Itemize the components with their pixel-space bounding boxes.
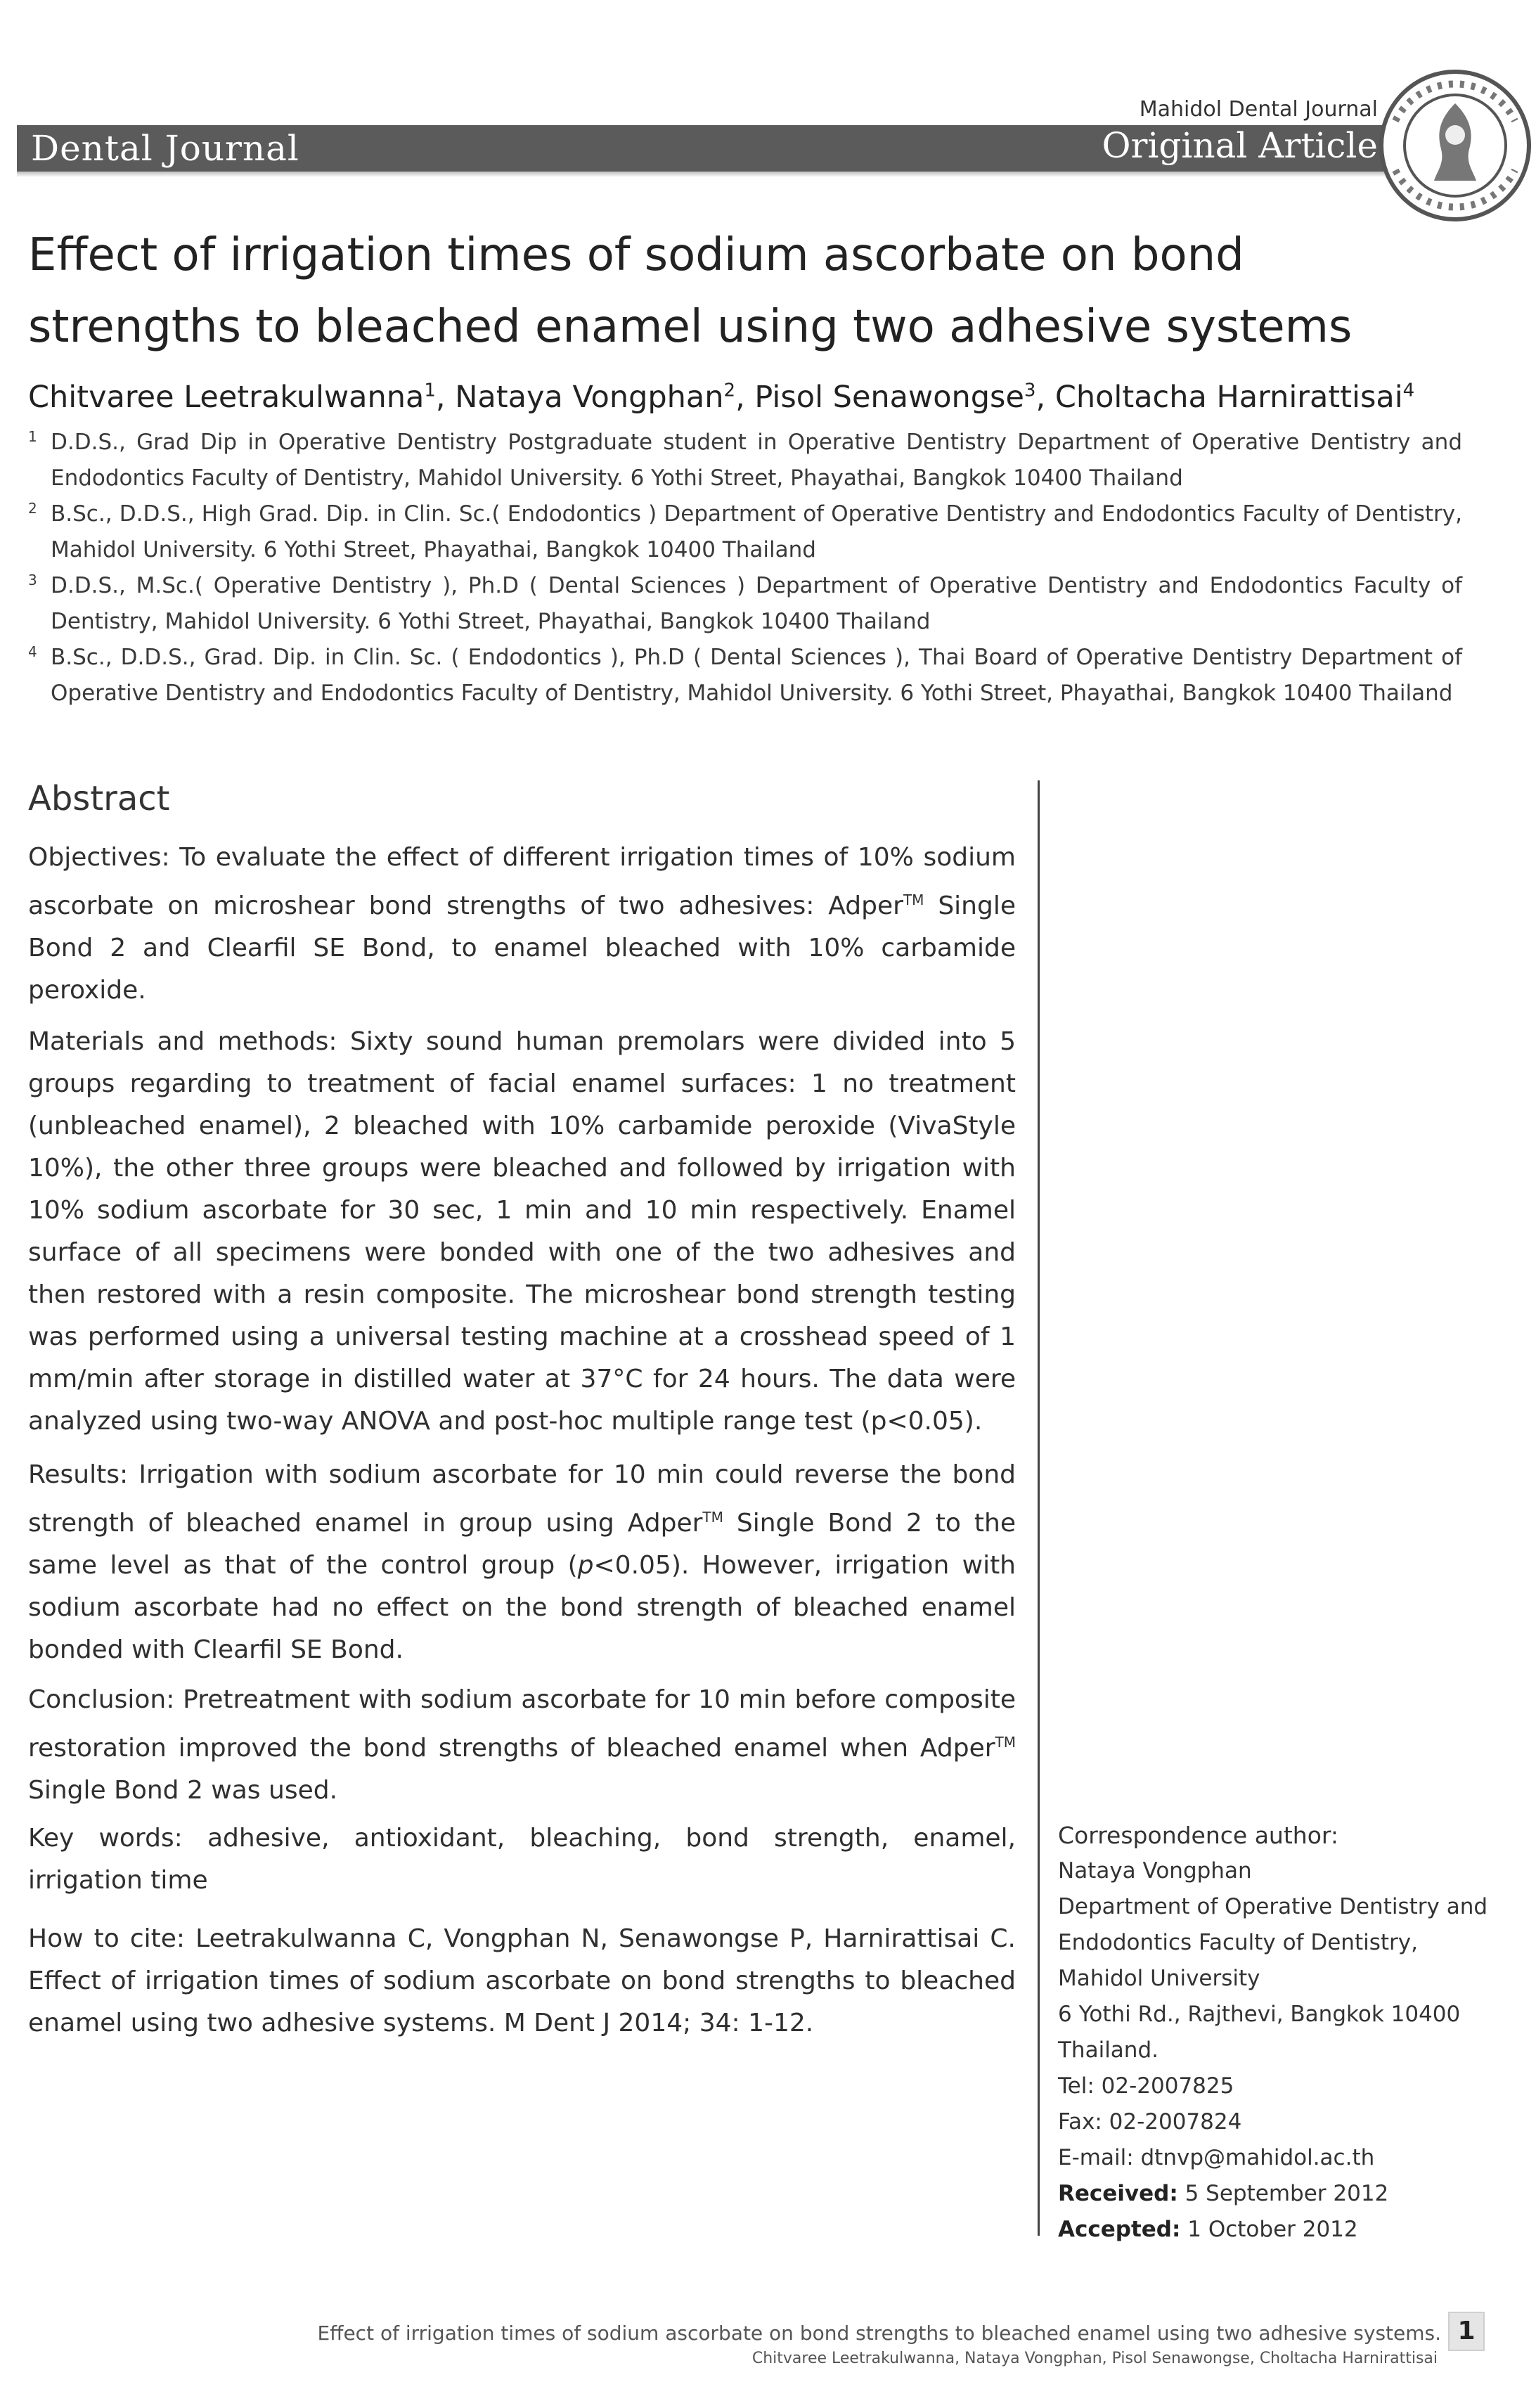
affiliation-text: B.Sc., D.D.S., High Grad. Dip. in Clin. Sc.( Endodontics ) Department of Operative Dentistry and Endodontics Faculty of Dentistry, Mahidol University. 6 Yothi Street, Phayathai, Bangkok 10400 Thailand bbox=[51, 501, 1462, 562]
page-number: 1 bbox=[1448, 2312, 1485, 2351]
author-separator: , bbox=[435, 380, 456, 415]
how-to-cite: How to cite: Leetrakulwanna C, Vongphan N, Senawongse P, Harnirattisai C. Effect of irrigation times of sodium ascorbate on bond strengths to bleached enamel using two adhesive systems. M Dent J 2014; 34: 1-12. bbox=[28, 1924, 1016, 2037]
running-footer-title: Effect of irrigation times of sodium ascorbate on bond strengths to bleached enamel using two adhesive systems. bbox=[317, 2322, 1441, 2345]
title-line-1: Effect of irrigation times of sodium ascorbate on bond bbox=[28, 229, 1244, 281]
author-name: Chitvaree Leetrakulwanna bbox=[28, 380, 425, 415]
accepted-date bbox=[1058, 2212, 1508, 2248]
conclusion-text-cont: Single Bond 2 was used. bbox=[28, 1776, 338, 1805]
received-label: Received: bbox=[1058, 2181, 1178, 2206]
conclusion-text: Conclusion: Pretreatment with sodium ascorbate for 10 min before composite restoration improved the bond strengths of bleached enamel when Adper bbox=[28, 1685, 1016, 1763]
author-separator: , bbox=[1035, 380, 1055, 415]
author-name: Nataya Vongphan bbox=[455, 380, 724, 415]
correspondence-line: Thailand. bbox=[1058, 2037, 1159, 2063]
affiliation-text: D.D.S., Grad Dip in Operative Dentistry Postgraduate student in Operative Dentistry Department of Operative Dentistry and Endodontics Faculty of Dentistry, Mahidol University. 6 Yothi Street, Phayathai, Bangkok 10400 Thailand bbox=[51, 430, 1462, 491]
received-value: 5 September 2012 bbox=[1177, 2181, 1389, 2206]
correspondence-line: Mahidol University bbox=[1058, 1966, 1260, 1991]
abstract-objectives bbox=[28, 837, 1016, 1012]
trademark-mark: TM bbox=[995, 1734, 1016, 1751]
objectives-text: Objectives: To evaluate the effect of different irrigation times of 10% sodium ascorbate on microshear bond strengths of two adhesives: Adper bbox=[28, 843, 1016, 920]
author-affil-mark: 2 bbox=[723, 380, 736, 401]
affiliation-number: 4 bbox=[28, 643, 37, 660]
abstract-results bbox=[28, 1454, 1016, 1671]
author-affil-mark: 4 bbox=[1402, 380, 1415, 401]
author-affil-mark: 1 bbox=[424, 380, 436, 401]
accepted-value: 1 October 2012 bbox=[1180, 2217, 1358, 2242]
header-band-shadow bbox=[17, 172, 1423, 177]
correspondence-email: E-mail: dtnvp@mahidol.ac.th bbox=[1058, 2145, 1375, 2170]
p-value-symbol: p bbox=[577, 1551, 594, 1580]
results-text-cont: Single Bond 2 to the same level as that of the control group ( bbox=[28, 1509, 1017, 1580]
affiliation-number: 1 bbox=[28, 428, 37, 445]
trademark-mark: TM bbox=[903, 891, 924, 908]
running-footer-authors: Chitvaree Leetrakulwanna, Nataya Vongphan, Pisol Senawongse, Choltacha Harnirattisai bbox=[751, 2350, 1438, 2367]
results-text-end: <0.05). However, irrigation with sodium ascorbate had no effect on the bond strength of bleached enamel bonded with Clearfil SE Bond. bbox=[28, 1551, 1017, 1664]
article-title bbox=[28, 219, 1462, 363]
received-date bbox=[1058, 2176, 1508, 2212]
author-separator: , bbox=[735, 380, 755, 415]
correspondence-line: Department of Operative Dentistry and bbox=[1058, 1894, 1488, 1919]
author-affil-mark: 3 bbox=[1024, 380, 1036, 401]
correspondence-fax: Fax: 02-2007824 bbox=[1058, 2109, 1242, 2135]
article-type: Original Article bbox=[1102, 125, 1378, 166]
results-text: Results: Irrigation with sodium ascorbate for 10 min could reverse the bond strength of bleached enamel in group using Adper bbox=[28, 1460, 1016, 1538]
affiliation bbox=[28, 425, 1462, 496]
correspondence-line: Endodontics Faculty of Dentistry, bbox=[1058, 1930, 1418, 1955]
affiliation bbox=[28, 496, 1462, 568]
affiliation-text: D.D.S., M.Sc.( Operative Dentistry ), Ph.D ( Dental Sciences ) Department of Operative Dentistry and Endodontics Faculty of Dentistry, Mahidol University. 6 Yothi Street, Phayathai, Bangkok 10400 Thailand bbox=[51, 573, 1462, 634]
abstract-methods: Materials and methods: Sixty sound human premolars were divided into 5 groups regarding to treatment of facial enamel surfaces: 1 no treatment (unbleached enamel), 2 bleached with 10% carbamide peroxide (VivaStyle 10%), the other three groups were bleached and followed by irrigation with 10% sodium ascorbate for 30 sec, 1 min and 10 min respectively. Enamel surface of all specimens were bonded with one of the two adhesives and then restored with a resin composite. The microshear bond strength testing was performed using a universal testing machine at a crosshead speed of 1 mm/min after storage in distilled water at 37°C for 24 hours. The data were analyzed using two-way ANOVA and post-hoc multiple range test (p<0.05). bbox=[28, 1027, 1016, 1436]
author-list bbox=[28, 380, 1414, 415]
affiliation-text: B.Sc., D.D.S., Grad. Dip. in Clin. Sc. ( Endodontics ), Ph.D ( Dental Sciences ), Thai Board of Operative Dentistry Department of Operative Dentistry and Endodontics Faculty of Dentistry, Mahidol University. 6 Yothi Street, Phayathai, Bangkok 10400 Thailand bbox=[51, 645, 1462, 706]
section-label: Dental Journal bbox=[31, 128, 299, 169]
journal-name: Mahidol Dental Journal bbox=[1139, 97, 1378, 122]
trademark-mark: TM bbox=[702, 1509, 723, 1526]
correspondence-heading: Correspondence author: bbox=[1058, 1822, 1338, 1849]
keywords: Key words: adhesive, antioxidant, bleaching, bond strength, enamel, irrigation time bbox=[28, 1824, 1016, 1895]
column-divider bbox=[1038, 780, 1040, 1976]
author-name: Choltacha Harnirattisai bbox=[1054, 380, 1403, 415]
correspondence-block bbox=[1058, 1817, 1508, 2248]
correspondence-tel: Tel: 02-2007825 bbox=[1058, 2073, 1234, 2099]
title-line-2: strengths to bleached enamel using two adhesive systems bbox=[28, 301, 1353, 353]
correspondence-line: 6 Yothi Rd., Rajthevi, Bangkok 10400 bbox=[1058, 2002, 1461, 2027]
accepted-label: Accepted: bbox=[1058, 2217, 1181, 2242]
affiliation-number: 3 bbox=[28, 572, 37, 588]
affiliation-number: 2 bbox=[28, 500, 37, 517]
abstract-heading: Abstract bbox=[28, 779, 170, 818]
university-seal-icon bbox=[1374, 65, 1536, 226]
objectives-text-cont: Single Bond 2 and Clearfil SE Bond, to enamel bleached with 10% carbamide peroxide. bbox=[28, 891, 1016, 1005]
correspondence-divider bbox=[1038, 1821, 1040, 2236]
author-name: Pisol Senawongse bbox=[754, 380, 1024, 415]
abstract-conclusion bbox=[28, 1679, 1016, 1812]
correspondence-line: Nataya Vongphan bbox=[1058, 1858, 1252, 1884]
affiliation bbox=[28, 568, 1462, 640]
affiliation bbox=[28, 640, 1462, 712]
